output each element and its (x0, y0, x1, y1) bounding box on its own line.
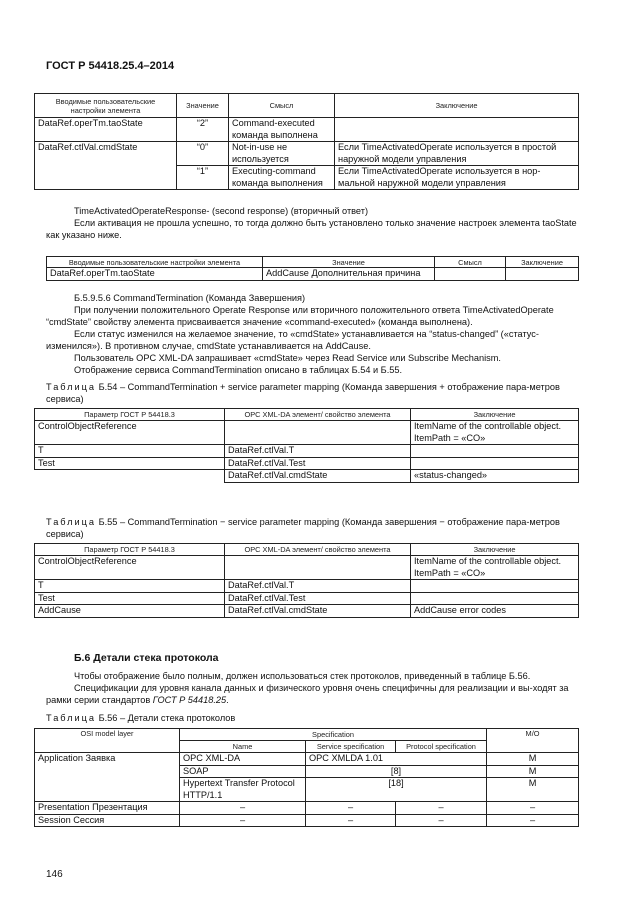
caption-text: Б.54 – CommandTermination + service parameter mapping (Команда завершения + отображение пара-метров сервиса) (46, 382, 560, 404)
text-fragment: Спецификации для уровня канала данных и физического уровня очень специфичны для реализации и вы-ходят за рамки серии стандартов (46, 683, 569, 705)
table-cell (335, 118, 579, 142)
mapping-table-2 (46, 256, 579, 281)
section-heading: Б.5.9.5.6 CommandTermination (Команда Завершения) (74, 293, 306, 303)
table-cell: Если TimeActivatedOperate используется в простой наружной модели управления (335, 142, 579, 166)
column-header: Значение (263, 257, 435, 268)
table-cell: – (306, 802, 396, 815)
table-cell: AddCause (35, 605, 225, 618)
table-cell: DataRef.ctlVal.cmdState (35, 142, 177, 190)
table-cell (411, 445, 579, 458)
table-cell: Если TimeActivatedOperate используется в нор-мальной наружной модели управления (335, 166, 579, 190)
caption-text: Б.55 – CommandTermination − service parameter mapping (Команда завершения − отображение пара-метров сервиса) (46, 517, 560, 539)
paragraph: Если активация не прошла успешно, то тогда должно быть установлено только значение настроек элемента taoState как указано ниже. (46, 218, 577, 240)
table-cell: Hypertext Transfer Protocol HTTP/1.1 (180, 778, 306, 802)
table-cell: DataRef.ctlVal.Test (225, 457, 411, 470)
table-row (35, 605, 579, 618)
table-header-row (35, 94, 579, 118)
table-cell: T (35, 580, 225, 593)
table-cell: ControlObjectReference (35, 556, 225, 580)
column-header: M/O (487, 729, 579, 753)
table-cell: “1” (177, 166, 229, 190)
table-cell: – (396, 814, 487, 827)
column-header: Смысл (435, 257, 506, 268)
column-header: Specification (180, 729, 487, 741)
table-cell: [8] (306, 765, 487, 778)
table-cell: – (396, 802, 487, 815)
table-header-row (35, 729, 579, 741)
table-cell: DataRef.operTm.taoState (47, 268, 263, 281)
table-header-row (35, 544, 579, 556)
table-cell: DataRef.ctlVal.cmdState (225, 605, 411, 618)
table-header-row (47, 257, 579, 268)
table-row (35, 556, 579, 580)
paragraph: Если статус изменился на желаемое значение, то «cmdState» устанавливается на “status-changed” («статус-изменился»). В противном случае, cmdState устанавливается на AddCause. (46, 329, 539, 351)
table-caption (46, 713, 584, 725)
table-cell: ItemName of the controllable object. ItemPath = «CO» (411, 421, 579, 445)
table-cell: Command-executed команда выполнена (229, 118, 335, 142)
table-cell: M (487, 765, 579, 778)
page-number: 146 (46, 869, 63, 880)
table-header-row (35, 409, 579, 421)
column-header: Заключение (411, 409, 579, 421)
paragraph: При получении положительного Operate Response или вторичного положительного ответа TimeActivatedOperate “cmdState” свойству элемента присваивается значение «command-executed» (команда выполнена). (46, 305, 554, 327)
table-b54 (34, 408, 579, 483)
table-cell: Presentation Презентация (35, 802, 180, 815)
table-cell (411, 457, 579, 470)
column-header: Вводимые пользовательские настройки элемента (47, 257, 263, 268)
paragraph: Пользователь OPC XML-DA запрашивает «cmdState» через Read Service или Subscribe Mechanism. (74, 353, 501, 363)
table-cell: OPC XML-DA (180, 753, 306, 766)
column-header: Заключение (411, 544, 579, 556)
table-cell: Application Заявка (35, 753, 180, 802)
table-cell: OPC XMLDA 1.01 (306, 753, 487, 766)
column-header: Name (180, 741, 306, 753)
paragraph (46, 683, 584, 706)
table-cell (435, 268, 506, 281)
column-header: Заключение (335, 94, 579, 118)
table-cell: Test (35, 592, 225, 605)
caption-prefix: Таблица (46, 517, 97, 527)
table-row (35, 142, 579, 166)
table-cell (411, 580, 579, 593)
table-cell: SOAP (180, 765, 306, 778)
column-header: Заключение (506, 257, 579, 268)
header-text: Параметр ГОСТ Р 54418.3 (84, 410, 175, 419)
table-cell: “2” (177, 118, 229, 142)
table-row (35, 457, 579, 470)
table-cell: ItemName of the controllable object. ItemPath = «CO» (411, 556, 579, 580)
table-cell: M (487, 753, 579, 766)
table-cell: Session Сессия (35, 814, 180, 827)
column-header: OPC XML-DA элемент/ свойство элемента (225, 544, 411, 556)
table-b55 (34, 543, 579, 618)
table-cell: [18] (306, 778, 487, 802)
table-cell: AddCause Дополнительная причина (263, 268, 435, 281)
caption-prefix: Таблица (46, 713, 97, 723)
table-cell: Executing-command команда выполнения (229, 166, 335, 190)
table-b56 (34, 728, 579, 827)
caption-text: Б.56 – Детали стека протоколов (98, 713, 236, 723)
table-row (35, 753, 579, 766)
text-fragment: ГОСТ Р 54418.25 (152, 694, 227, 705)
column-header: OPC XML-DA элемент/ свойство элемента (225, 409, 411, 421)
table-cell: DataRef.operTm.taoState (35, 118, 177, 142)
table-row (35, 445, 579, 458)
column-header: Смысл (229, 94, 335, 118)
table-cell: – (180, 814, 306, 827)
table-cell: DataRef.ctlVal.T (225, 445, 411, 458)
table-row (35, 580, 579, 593)
paragraph: TimeActivatedOperateResponse- (second response) (вторичный ответ) (74, 206, 368, 216)
table-cell: AddCause error codes (411, 605, 579, 618)
table-cell (225, 556, 411, 580)
table-cell: – (180, 802, 306, 815)
table-row (47, 268, 579, 281)
table-cell: ControlObjectReference (35, 421, 225, 445)
column-header: Вводимые пользовательские настройки элемента (35, 94, 177, 118)
table-cell: DataRef.ctlVal.cmdState (225, 470, 411, 483)
table-cell (506, 268, 579, 281)
paragraph: Чтобы отображение было полным, должен использоваться стек протоколов, приведенный в таблице Б.56. (74, 671, 531, 681)
table-caption (46, 382, 584, 405)
paragraph: Отображение сервиса CommandTermination описано в таблицах Б.54 и Б.55. (74, 365, 403, 375)
section-heading: Б.6 Детали стека протокола (74, 652, 219, 664)
table-row (35, 592, 579, 605)
table-cell (35, 470, 225, 483)
table-row (35, 470, 579, 483)
mapping-table-1 (34, 93, 579, 190)
column-header: Параметр ГОСТ Р 54418.3 (35, 544, 225, 556)
column-header: Значение (177, 94, 229, 118)
column-header: OSI model layer (35, 729, 180, 753)
caption-prefix: Таблица (46, 382, 97, 392)
table-cell: Test (35, 457, 225, 470)
table-cell: Not-in-use не используется (229, 142, 335, 166)
table-cell: «status-changed» (411, 470, 579, 483)
table-cell: – (487, 802, 579, 815)
text-fragment: . (226, 694, 229, 705)
table-cell: T (35, 445, 225, 458)
table-row (35, 814, 579, 827)
table-row (35, 421, 579, 445)
table-cell: – (487, 814, 579, 827)
column-header: Service specification (306, 741, 396, 753)
table-cell (411, 592, 579, 605)
column-header (35, 409, 225, 421)
table-cell: M (487, 778, 579, 802)
table-cell: DataRef.ctlVal.Test (225, 592, 411, 605)
page-header: ГОСТ Р 54418.25.4–2014 (46, 60, 175, 72)
table-cell: DataRef.ctlVal.T (225, 580, 411, 593)
table-cell: – (306, 814, 396, 827)
table-row (35, 802, 579, 815)
table-cell (225, 421, 411, 445)
table-caption (46, 517, 584, 540)
table-row (35, 118, 579, 142)
column-header: Protocol specification (396, 741, 487, 753)
table-cell: “0” (177, 142, 229, 166)
